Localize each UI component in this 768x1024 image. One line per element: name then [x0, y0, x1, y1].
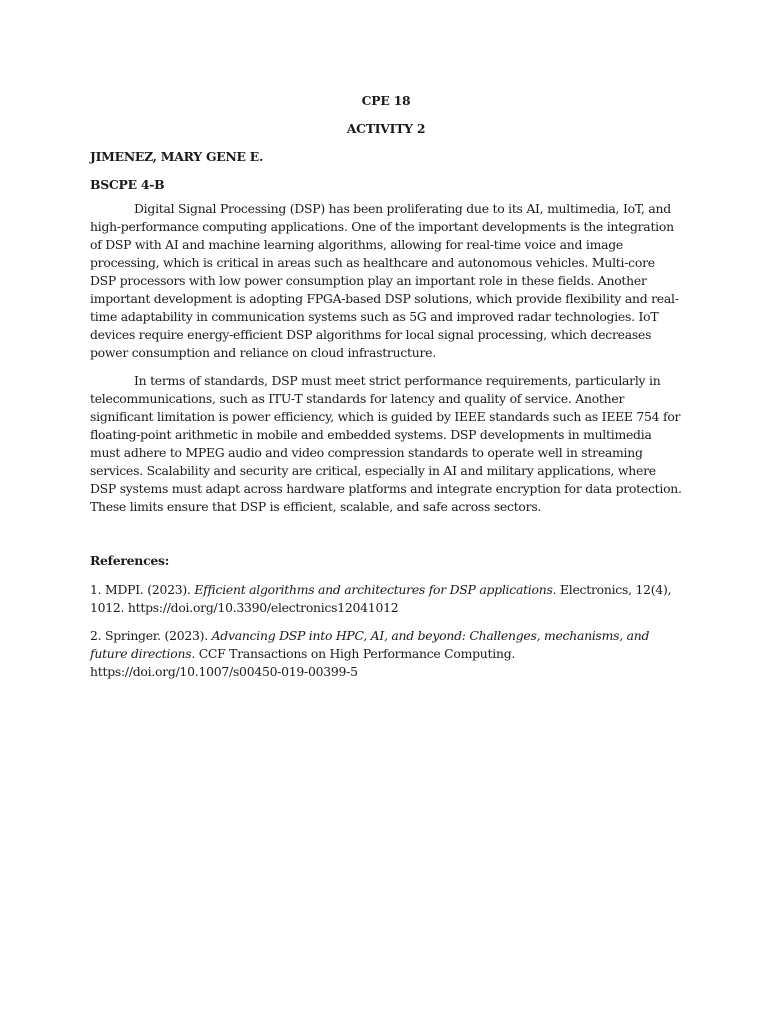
document-page: [90, 92, 682, 681]
reference-2-prefix: 2. Springer. (2023).: [90, 628, 212, 643]
reference-item-2: [90, 627, 682, 681]
reference-item-1: [90, 581, 682, 617]
reference-2-suffix: . CCF Transactions on High Performance Computing. https://doi.org/10.1007/s00450-019-00399-5: [90, 646, 516, 679]
reference-1-prefix: 1. MDPI. (2023).: [90, 582, 195, 597]
student-section: BSCPE 4-B: [90, 177, 165, 192]
reference-1-title: Efficient algorithms and architectures for DSP applications: [194, 582, 553, 597]
references-heading: References:: [90, 553, 170, 568]
reference-2-title: Advancing DSP into HPC, AI, and beyond: Challenges, mechanisms, and future directions: [90, 628, 650, 661]
body-paragraph-1: Digital Signal Processing (DSP) has been proliferating due to its AI, multimedia, IoT, and high-performance computing applications. One of the important developments is the integration of DSP with AI and machine learning algorithms, allowing for real-time voice and image processing, which is critical in areas such as healthcare and autonomous vehicles. Multi-core DSP processors with low power consumption play an important role in these fields. Another important development is adopting FPGA-based DSP solutions, which provide flexibility and real-time adaptability in communication systems such as 5G and improved radar technologies. IoT devices require energy-efficient DSP algorithms for local signal processing, which decreases power consumption and reliance on cloud infrastructure.: [90, 201, 679, 360]
body-paragraph-2: In terms of standards, DSP must meet strict performance requirements, particularly in telecommunications, such as ITU-T standards for latency and quality of service. Another significant limitation is power efficiency, which is guided by IEEE standards such as IEEE 754 for floating-point arithmetic in mobile and embedded systems. DSP developments in multimedia must adhere to MPEG audio and video compression standards to operate well in streaming services. Scalability and security are critical, especially in AI and military applications, where DSP systems must adapt across hardware platforms and integrate encryption for data protection. These limits ensure that DSP is efficient, scalable, and safe across sectors.: [90, 373, 682, 514]
course-code: CPE 18: [361, 93, 411, 108]
reference-1-suffix: . Electronics, 12(4), 1012. https://doi.org/10.3390/electronics12041012: [90, 582, 672, 615]
activity-title: ACTIVITY 2: [346, 121, 426, 136]
student-name: JIMENEZ, MARY GENE E.: [90, 149, 264, 164]
